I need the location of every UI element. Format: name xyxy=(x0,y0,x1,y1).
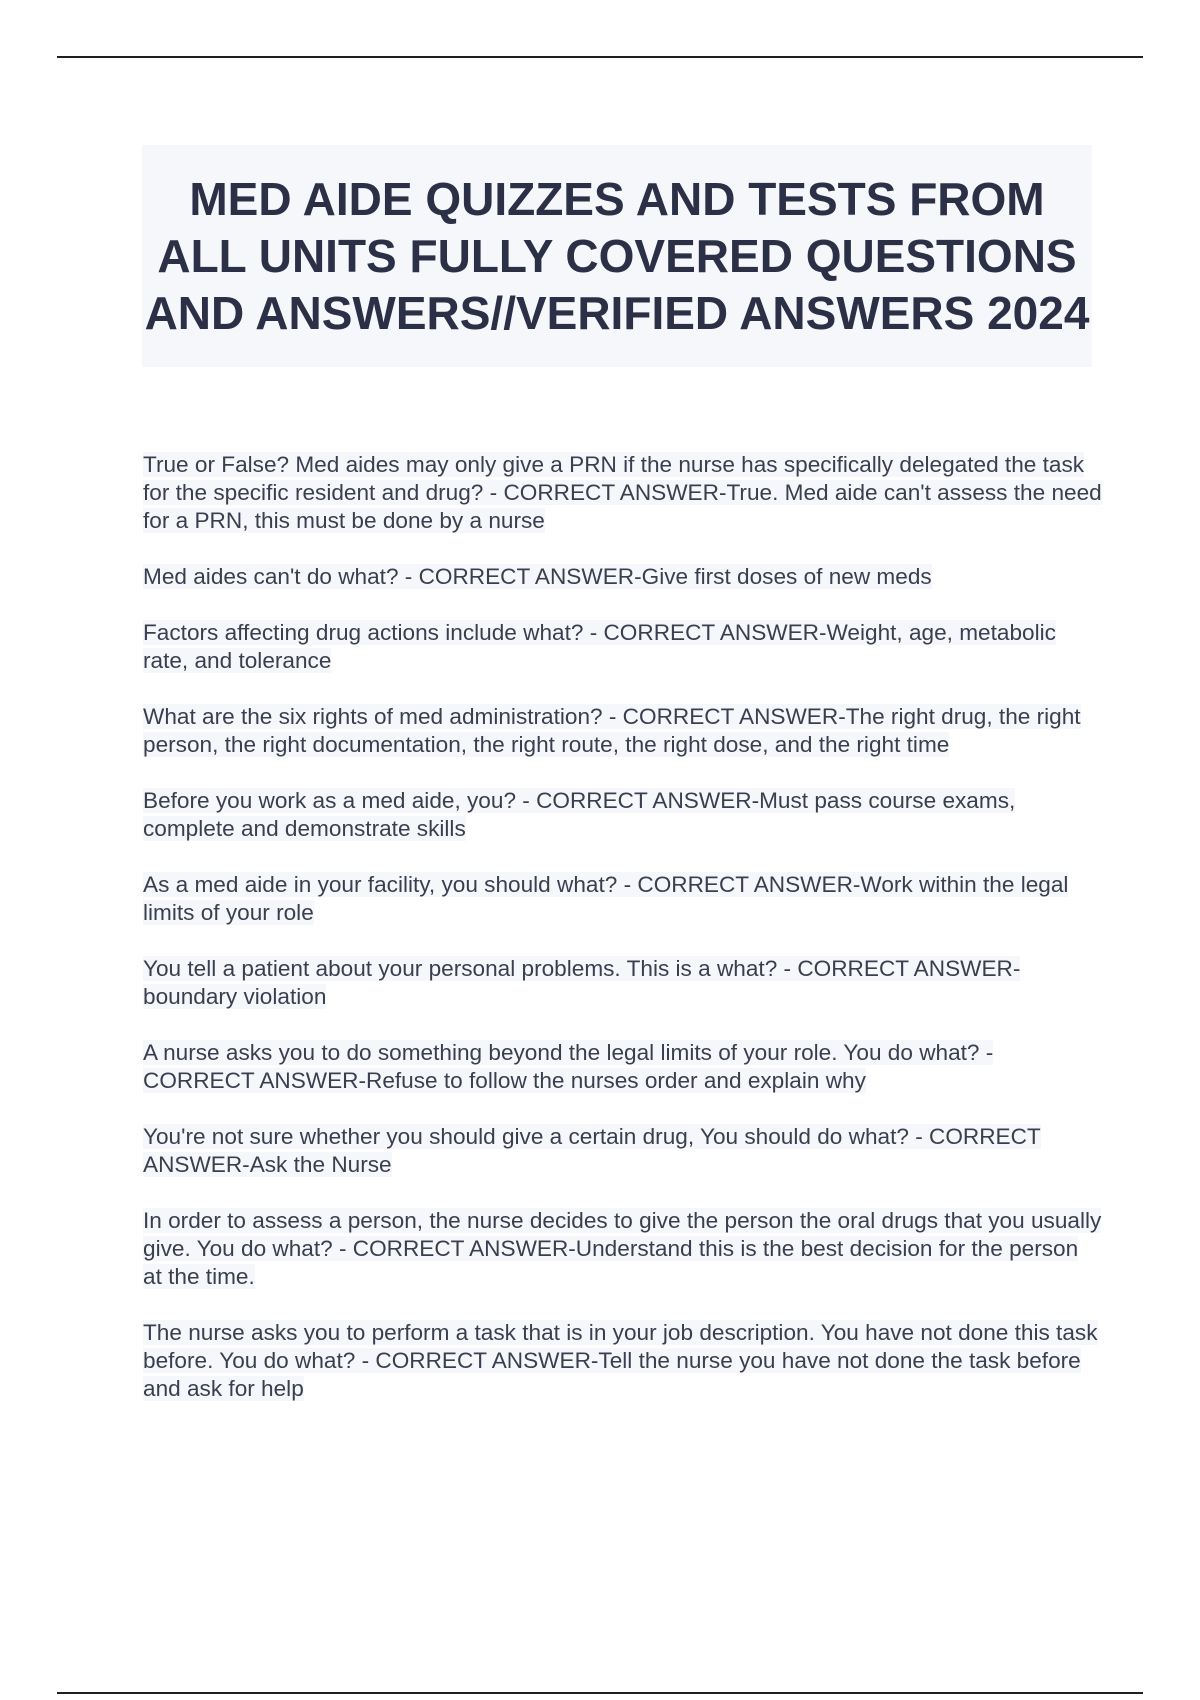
qa-text: The nurse asks you to perform a task that is in your job description. You have not done this task before. You do what? - CORRECT ANSWER-Tell the nurse you have not done the task before and ask for help xyxy=(143,1320,1098,1401)
qa-item xyxy=(143,955,1103,1011)
top-divider xyxy=(57,56,1143,58)
title-banner xyxy=(142,145,1092,367)
qa-item xyxy=(143,619,1103,675)
qa-text: You tell a patient about your personal problems. This is a what? - CORRECT ANSWER-boundary violation xyxy=(143,956,1021,1009)
bottom-divider xyxy=(57,1692,1143,1694)
document-title: MED AIDE QUIZZES AND TESTS FROM ALL UNITS FULLY COVERED QUESTIONS AND ANSWERS//VERIFIED ANSWERS 2024 xyxy=(144,172,1090,339)
qa-item xyxy=(143,1319,1103,1403)
qa-item xyxy=(143,871,1103,927)
qa-item xyxy=(143,1039,1103,1095)
qa-item xyxy=(143,563,1103,591)
qa-text: Factors affecting drug actions include what? - CORRECT ANSWER-Weight, age, metabolic rate, and tolerance xyxy=(143,620,1056,673)
qa-text: A nurse asks you to do something beyond the legal limits of your role. You do what? - CORRECT ANSWER-Refuse to follow the nurses order and explain why xyxy=(143,1040,994,1093)
qa-item xyxy=(143,703,1103,759)
qa-list xyxy=(143,451,1103,1431)
qa-text: True or False? Med aides may only give a PRN if the nurse has specifically delegated the task for the specific resident and drug? - CORRECT ANSWER-True. Med aide can't assess the need for a PRN, this must be done by a nurse xyxy=(143,452,1102,533)
qa-text: In order to assess a person, the nurse decides to give the person the oral drugs that you usually give. You do what? - CORRECT ANSWER-Understand this is the best decision for the person at the time. xyxy=(143,1208,1102,1289)
qa-item xyxy=(143,1123,1103,1179)
qa-text: You're not sure whether you should give a certain drug, You should do what? - CORRECT ANSWER-Ask the Nurse xyxy=(143,1124,1041,1177)
qa-item xyxy=(143,1207,1103,1291)
qa-text: Before you work as a med aide, you? - CORRECT ANSWER-Must pass course exams, complete and demonstrate skills xyxy=(143,788,1016,841)
qa-item xyxy=(143,787,1103,843)
qa-text: As a med aide in your facility, you should what? - CORRECT ANSWER-Work within the legal limits of your role xyxy=(143,872,1069,925)
qa-text: What are the six rights of med administration? - CORRECT ANSWER-The right drug, the right person, the right documentation, the right route, the right dose, and the right time xyxy=(143,704,1081,757)
qa-text: Med aides can't do what? - CORRECT ANSWER-Give first doses of new meds xyxy=(143,564,932,589)
qa-item xyxy=(143,451,1103,535)
